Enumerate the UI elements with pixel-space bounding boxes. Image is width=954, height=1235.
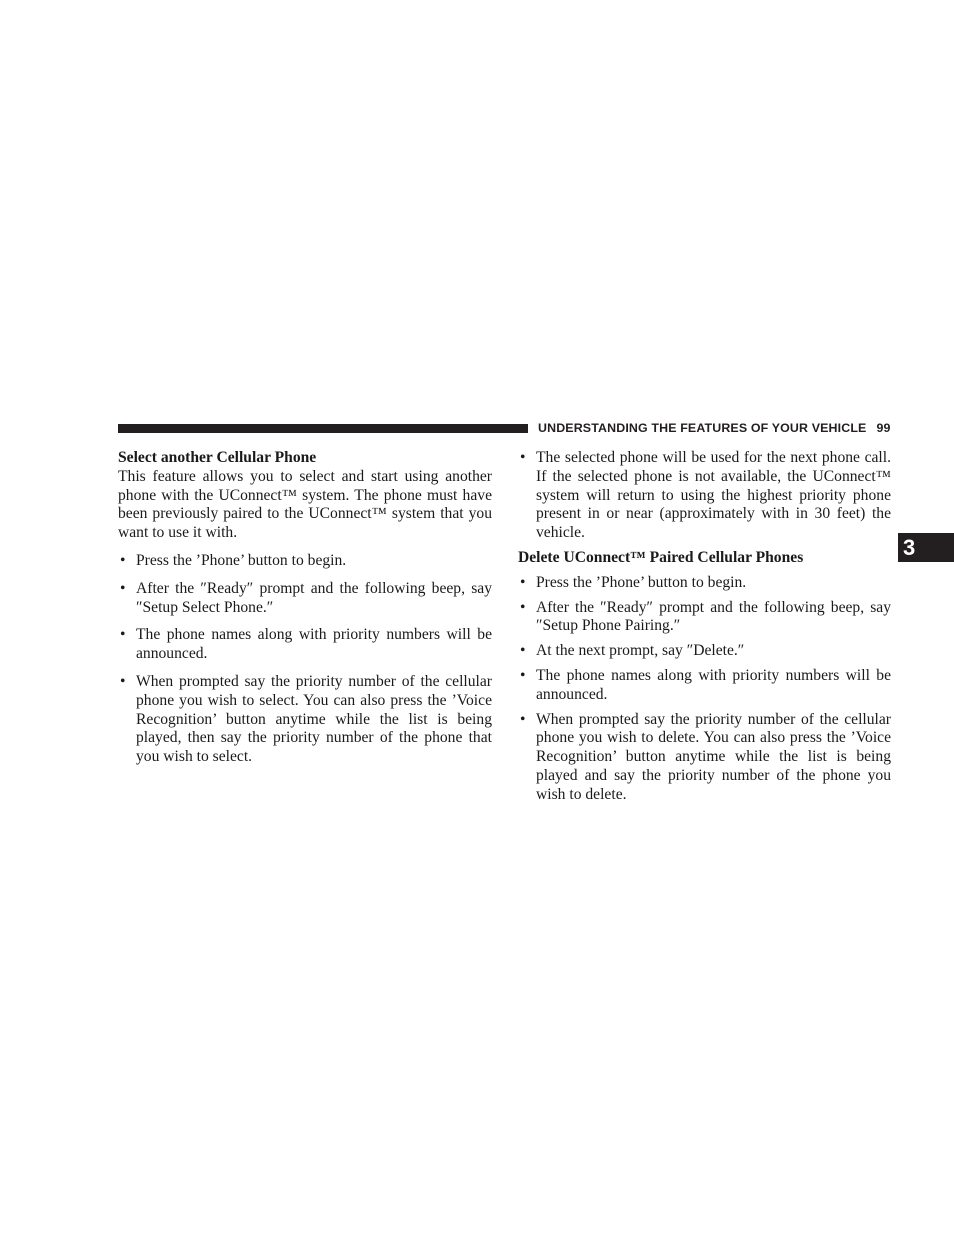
bullet-icon: • xyxy=(520,642,526,660)
list-item-text: When prompted say the priority number of the cellular phone you wish to select. You can also press the ’Voice Recognition’ button anytime while the list is being played, then say the priority number of the phone that you wish to select. xyxy=(136,672,492,766)
list-item-text: After the ″Ready″ prompt and the following beep, say ″Setup Phone Pairing.″ xyxy=(536,598,891,635)
bullet-icon: • xyxy=(520,598,526,616)
list-item xyxy=(118,552,492,571)
list-item-text: At the next prompt, say ″Delete.″ xyxy=(536,642,745,660)
bullet-list xyxy=(118,552,492,767)
bullet-icon: • xyxy=(520,666,526,684)
list-item xyxy=(518,642,891,661)
list-item xyxy=(518,599,891,637)
bullet-icon: • xyxy=(520,449,526,466)
list-item xyxy=(518,667,891,705)
bullet-icon: • xyxy=(520,573,526,591)
list-item xyxy=(118,626,492,664)
list-item xyxy=(118,580,492,618)
bullet-list xyxy=(518,574,891,805)
bullet-icon: • xyxy=(120,672,126,690)
bullet-icon: • xyxy=(120,626,126,644)
bullet-list xyxy=(518,449,891,543)
running-header xyxy=(538,420,891,436)
list-item-text: The phone names along with priority numbers will be announced. xyxy=(136,626,492,663)
page-number: 99 xyxy=(876,421,891,435)
list-item-text: The selected phone will be used for the next phone call. If the selected phone is not available, the UConnect™ system will return to using the highest priority phone present in or near (approximately with in 30 feet) the vehicle. xyxy=(536,449,891,542)
left-column xyxy=(118,449,492,776)
section-heading-select-phone: Select another Cellular Phone xyxy=(118,449,317,466)
list-item xyxy=(518,711,891,805)
section-title: UNDERSTANDING THE FEATURES OF YOUR VEHICLE xyxy=(538,421,867,435)
list-item-text: After the ″Ready″ prompt and the following beep, say ″Setup Select Phone.″ xyxy=(136,579,492,616)
section-heading-delete-phones: Delete UConnect™ Paired Cellular Phones xyxy=(518,548,804,566)
list-item-text: Press the ’Phone’ button to begin. xyxy=(536,573,747,591)
list-item xyxy=(118,673,492,767)
bullet-icon: • xyxy=(120,551,126,569)
right-column xyxy=(518,449,891,811)
list-item xyxy=(518,449,891,543)
list-item-text: When prompted say the priority number of the cellular phone you wish to delete. You can also press the ’Voice Recognition’ button anytime while the list is being played and say the priority number of the phone you wish to delete. xyxy=(536,710,891,803)
header-rule xyxy=(118,424,528,433)
bullet-icon: • xyxy=(520,710,526,728)
chapter-tab: 3 xyxy=(898,533,954,562)
bullet-icon: • xyxy=(120,579,126,597)
list-item-text: Press the ’Phone’ button to begin. xyxy=(136,551,347,569)
intro-paragraph: This feature allows you to select and start using another phone with the UConnect™ system. The phone must have been previously paired to the UConnect™ system that you want to use it with. xyxy=(118,467,492,542)
list-item xyxy=(518,574,891,593)
list-item-text: The phone names along with priority numbers will be announced. xyxy=(536,666,891,703)
